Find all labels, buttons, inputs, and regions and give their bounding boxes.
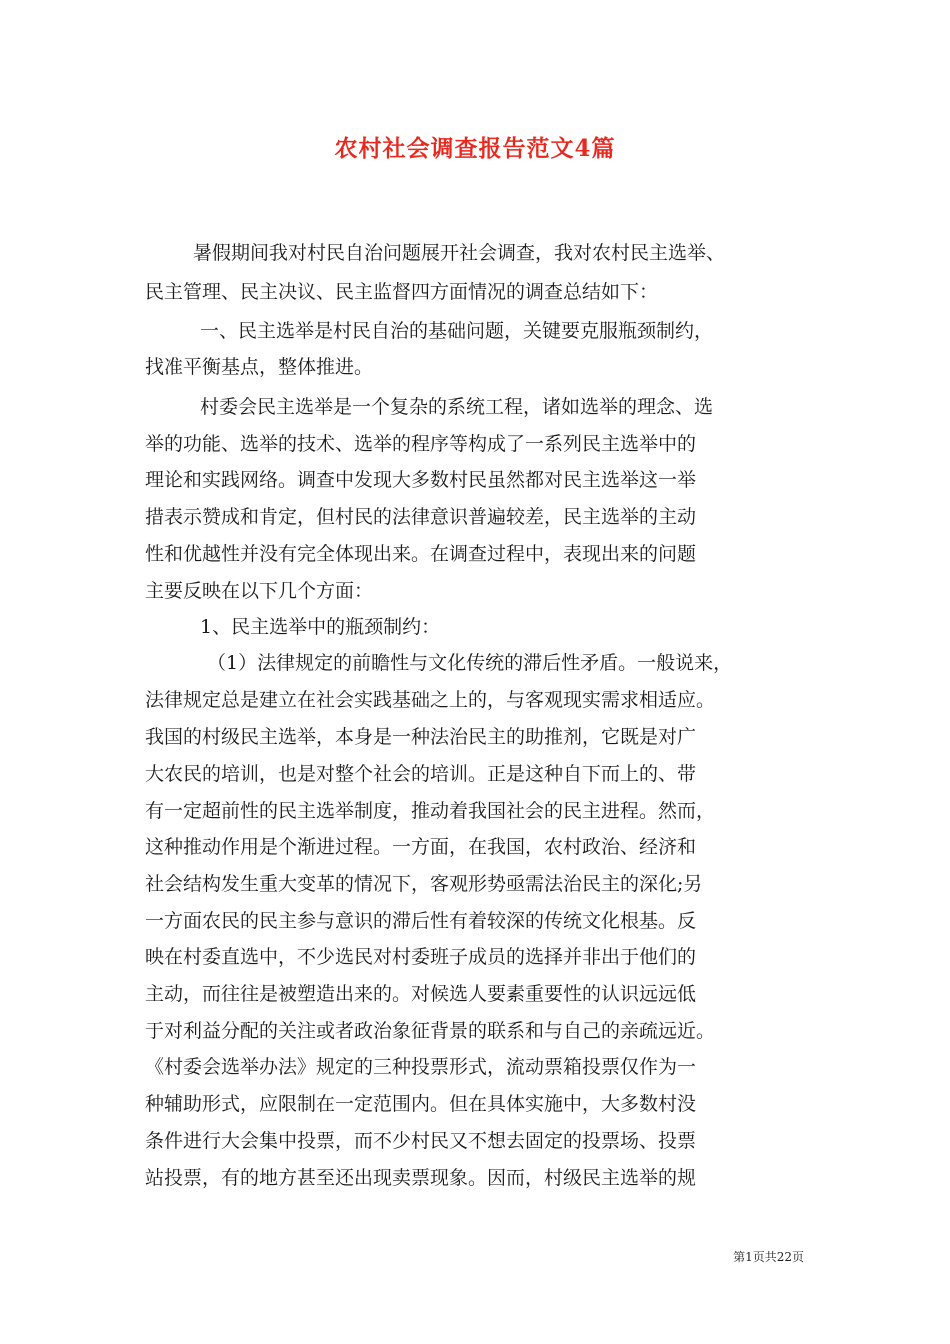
body-line: 措表示赞成和肯定，但村民的法律意识普遍较差，民主选举的主动 bbox=[145, 506, 697, 528]
body-line: 有一定超前性的民主选举制度，推动着我国社会的民主进程。然而， bbox=[145, 800, 716, 822]
body-line: 民主管理、民主决议、民主监督四方面情况的调查总结如下： bbox=[145, 281, 659, 303]
body-line: 暑假期间我对村民自治问题展开社会调查，我对农村民主选举、 bbox=[193, 242, 726, 264]
body-line: 一、民主选举是村民自治的基础问题，关键要克服瓶颈制约， bbox=[200, 320, 714, 342]
document-title: 农村社会调查报告范文4篇 bbox=[334, 135, 616, 162]
body-line: 法律规定总是建立在社会实践基础之上的，与客观现实需求相适应。 bbox=[145, 689, 716, 711]
body-line: 大农民的培训，也是对整个社会的培训。正是这种自下而上的、带 bbox=[145, 763, 697, 785]
body-line: 主要反映在以下几个方面： bbox=[145, 580, 374, 602]
body-line: 举的功能、选举的技术、选举的程序等构成了一系列民主选举中的 bbox=[145, 433, 697, 455]
body-line: 《村委会选举办法》规定的三种投票形式，流动票箱投票仅作为一 bbox=[145, 1056, 697, 1078]
body-line: （1）法律规定的前瞻性与文化传统的滞后性矛盾。一般说来， bbox=[207, 652, 733, 674]
body-line: 站投票，有的地方甚至还出现卖票现象。因而，村级民主选举的规 bbox=[145, 1167, 697, 1189]
body-line: 一方面农民的民主参与意识的滞后性有着较深的传统文化根基。反 bbox=[145, 910, 697, 932]
body-line: 1、民主选举中的瓶颈制约： bbox=[200, 616, 441, 638]
body-line: 于对利益分配的关注或者政治象征背景的联系和与自己的亲疏远近。 bbox=[145, 1020, 716, 1042]
page-number: 第1页共22页 bbox=[733, 1250, 804, 1264]
body-line: 村委会民主选举是一个复杂的系统工程，诸如选举的理念、选 bbox=[200, 396, 714, 418]
body-line: 这种推动作用是个渐进过程。一方面，在我国，农村政治、经济和 bbox=[145, 836, 697, 858]
body-line: 性和优越性并没有完全体现出来。在调查过程中，表现出来的问题 bbox=[145, 543, 697, 565]
body-line: 找准平衡基点，整体推进。 bbox=[145, 356, 374, 378]
body-line: 社会结构发生重大变革的情况下，客观形势亟需法治民主的深化;另 bbox=[145, 873, 703, 895]
body-line: 主动，而往往是被塑造出来的。对候选人要素重要性的认识远远低 bbox=[145, 983, 697, 1005]
body-line: 种辅助形式，应限制在一定范围内。但在具体实施中，大多数村没 bbox=[145, 1093, 697, 1115]
body-line: 映在村委直选中，不少选民对村委班子成员的选择并非出于他们的 bbox=[145, 946, 697, 968]
body-line: 我国的村级民主选举，本身是一种法治民主的助推剂，它既是对广 bbox=[145, 726, 697, 748]
body-line: 理论和实践网络。调查中发现大多数村民虽然都对民主选举这一举 bbox=[145, 469, 697, 491]
body-line: 条件进行大会集中投票，而不少村民又不想去固定的投票场、投票 bbox=[145, 1130, 697, 1152]
